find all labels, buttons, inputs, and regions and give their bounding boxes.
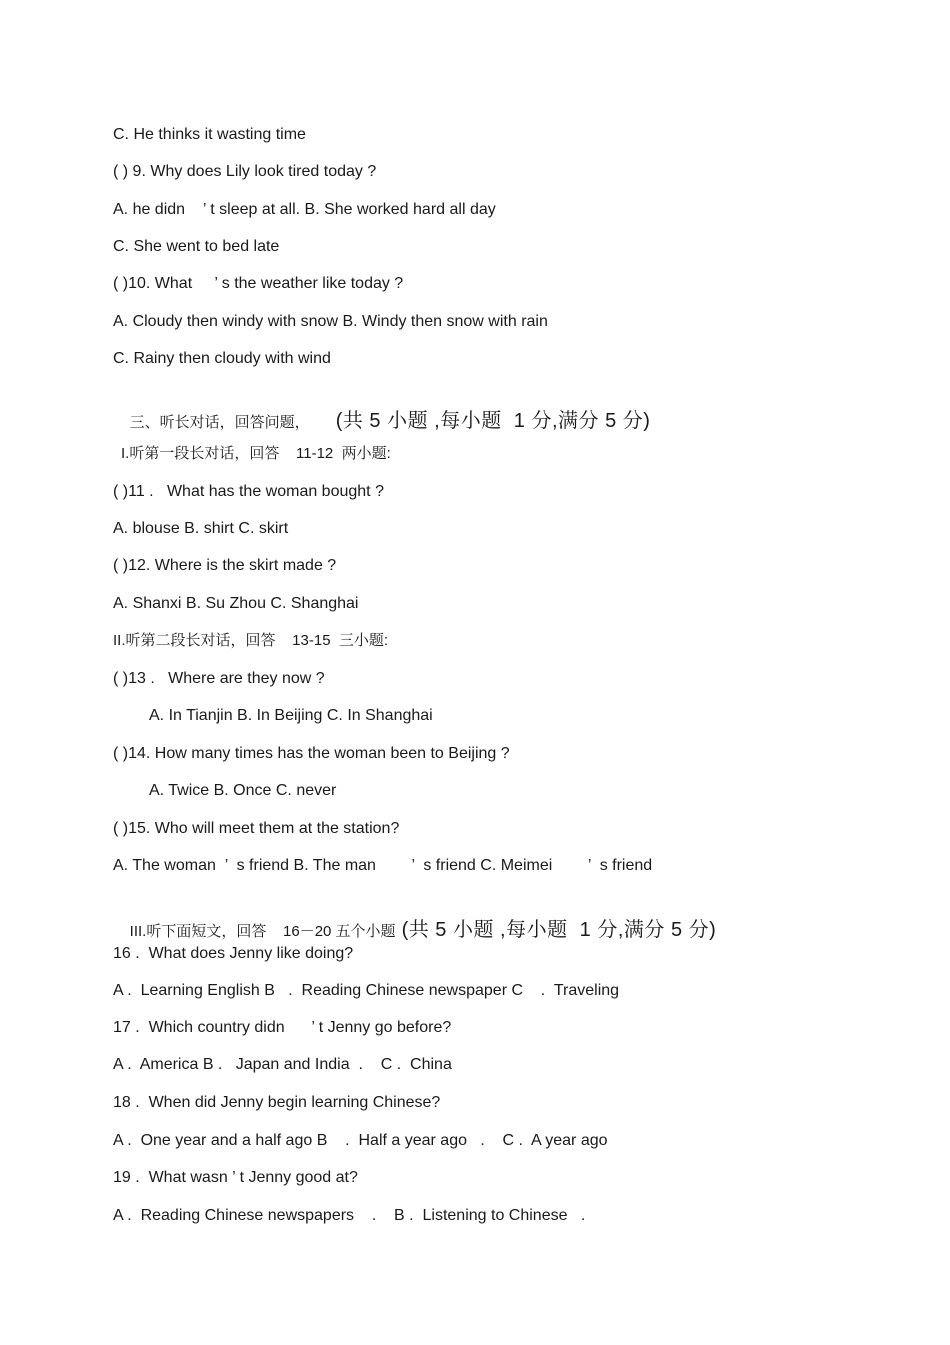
option-line: A . Learning English B . Reading Chinese newspaper C . Traveling — [113, 982, 620, 999]
subsection-1-heading: I.听第一段长对话，回答 11-12 两小题: — [121, 445, 391, 462]
section-3-points: (共 5 小题 ,每小题 1 分,满分 5 分) — [335, 410, 651, 432]
option-line: C. Rainy then cloudy with wind — [113, 350, 331, 367]
subsection-2-heading: II.听第二段长对话，回答 13-15 三小题: — [113, 632, 389, 649]
option-line: A . Reading Chinese newspapers . B . Listening to Chinese . — [113, 1207, 586, 1224]
question-10: ( )10. What ’ s the weather like today ? — [113, 275, 404, 292]
option-line: C. He thinks it wasting time — [113, 126, 306, 143]
option-line: A. blouse B. shirt C. skirt — [113, 520, 289, 537]
section-iii-points: (共 5 小题 ,每小题 1 分,满分 5 分) — [401, 919, 717, 941]
option-line: A. Twice B. Once C. never — [149, 782, 337, 799]
question-12: ( )12. Where is the skirt made ? — [113, 557, 337, 574]
section-iii-title: III.听下面短文，回答 16－20 五个小题 — [129, 923, 396, 940]
question-15: ( )15. Who will meet them at the station? — [113, 820, 400, 837]
option-line: A. he didn ’ t sleep at all. B. She worked hard all day — [113, 201, 496, 218]
option-line: C. She went to bed late — [113, 238, 280, 255]
question-9: ( ) 9. Why does Lily look tired today ? — [113, 163, 377, 180]
option-line: A. In Tianjin B. In Beijing C. In Shanghai — [149, 707, 433, 724]
option-line: A . One year and a half ago B . Half a year ago . C . A year ago — [113, 1132, 608, 1149]
section-3-title: 三、听长对话，回答问题， — [129, 414, 310, 431]
option-line: A. Cloudy then windy with snow B. Windy then snow with rain — [113, 313, 548, 330]
question-11: ( )11 . What has the woman bought ? — [113, 483, 384, 500]
question-19: 19 . What wasn ’ t Jenny good at? — [113, 1169, 358, 1186]
question-18: 18 . When did Jenny begin learning Chinese? — [113, 1094, 441, 1111]
option-line: A. The woman ’ s friend B. The man ’ s friend C. Meimei ’ s friend — [113, 857, 653, 874]
question-17: 17 . Which country didn ’ t Jenny go before? — [113, 1019, 452, 1036]
question-16: 16 . What does Jenny like doing? — [113, 945, 354, 962]
option-line: A. Shanxi B. Su Zhou C. Shanghai — [113, 595, 359, 612]
option-line: A . America B . Japan and India . C . China — [113, 1056, 452, 1073]
question-13: ( )13 . Where are they now ? — [113, 670, 325, 687]
question-14: ( )14. How many times has the woman been to Beijing ? — [113, 745, 510, 762]
